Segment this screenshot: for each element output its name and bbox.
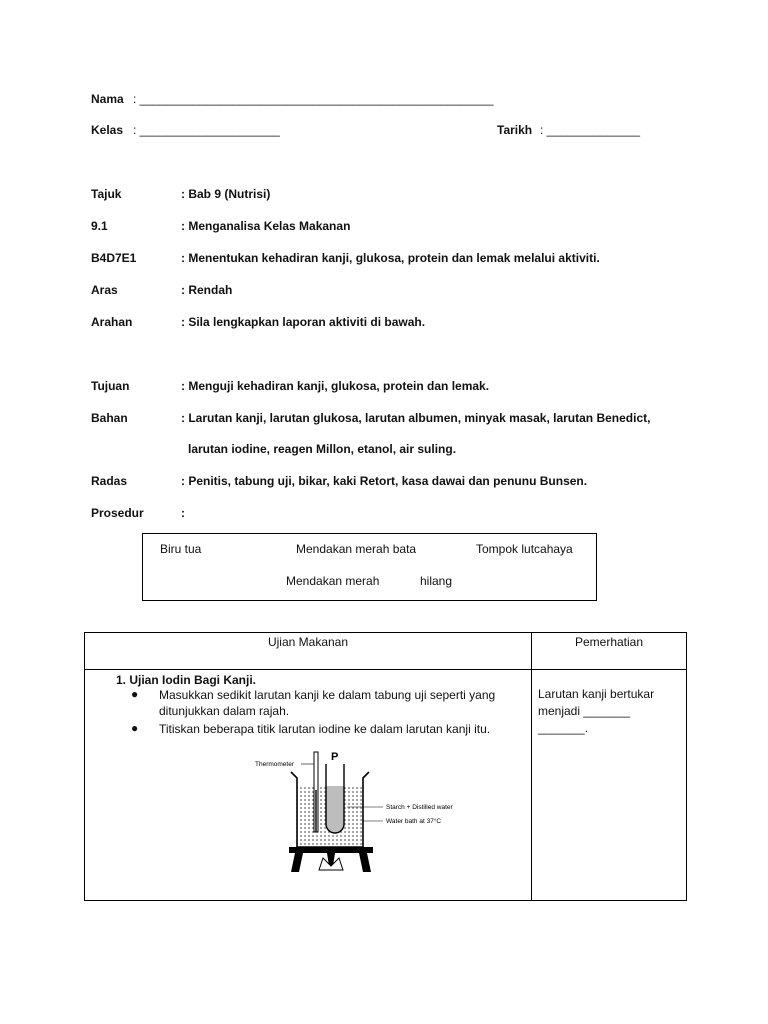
answer-word-box [142, 533, 597, 601]
tajuk-label: Tajuk [91, 187, 122, 201]
word-option-hilang: hilang [420, 574, 453, 588]
standard-value: : Menentukan kehadiran kanji, glukosa, protein dan lemak melalui aktiviti. [181, 251, 600, 265]
bahan-value-line2: larutan iodine, reagen Millon, etanol, air suling. [188, 442, 457, 456]
subtopic-label: 9.1 [91, 219, 108, 233]
prosedur-value: : [181, 506, 185, 520]
kelas-field[interactable]: : _____________________ [133, 123, 280, 137]
tarikh-field[interactable]: : ______________ [540, 123, 641, 137]
kelas-label: Kelas [91, 123, 124, 137]
observation-cell-iodine [532, 670, 687, 901]
arahan-label: Arahan [91, 315, 133, 329]
bullet-dot: ● [131, 687, 139, 701]
label-starch-water: Starch + Distilled water [386, 804, 453, 811]
aras-value: : Rendah [181, 283, 233, 297]
word-option-tompok-lutcahaya: Tompok lutcahaya [476, 542, 573, 556]
tajuk-value: : Bab 9 (Nutrisi) [181, 187, 271, 201]
thermometer-icon [314, 752, 318, 832]
bullet-dot: ● [131, 721, 139, 735]
test-cell-iodine [85, 670, 532, 901]
bahan-value-line1: : Larutan kanji, larutan glukosa, larutan albumen, minyak masak, larutan Benedict, [181, 411, 651, 425]
step-1-text: Masukkan sedikit larutan kanji ke dalam tabung uji seperti yang ditunjukkan dalam rajah. [159, 688, 496, 718]
word-option-biru-tua: Biru tua [160, 542, 202, 556]
radas-value: : Penitis, tabung uji, bikar, kaki Retort, kasa dawai dan penunu Bunsen. [181, 474, 588, 488]
header-ujian-makanan: Ujian Makanan [85, 633, 532, 670]
tujuan-value: : Menguji kehadiran kanji, glukosa, protein dan lemak. [181, 379, 490, 393]
tarikh-label: Tarikh [497, 123, 533, 137]
nama-label: Nama [91, 92, 124, 106]
bahan-label: Bahan [91, 411, 128, 425]
label-water-bath: Water bath at 37°C [386, 818, 442, 825]
tujuan-label: Tujuan [91, 379, 130, 393]
step-2-text: Titiskan beberapa titik larutan iodine ke dalam larutan kanji itu. [159, 722, 491, 736]
aras-label: Aras [91, 283, 118, 297]
apparatus-diagram [255, 750, 505, 880]
nama-field[interactable]: : _____________________________________________________ [133, 92, 494, 106]
prosedur-label: Prosedur [91, 506, 144, 520]
label-thermometer: Thermometer [255, 761, 295, 768]
label-p: P [331, 751, 339, 763]
word-option-mendakan-merah-bata: Mendakan merah bata [296, 542, 417, 556]
test-tube [326, 764, 344, 833]
subtopic-value: : Menganalisa Kelas Makanan [181, 219, 351, 233]
header-pemerhatian: Pemerhatian [532, 633, 687, 670]
standard-label: B4D7E1 [91, 251, 137, 265]
radas-label: Radas [91, 474, 128, 488]
observation-text[interactable]: Larutan kanji bertukar menjadi _______ _______. [538, 687, 655, 735]
test-title: 1. Ujian Iodin Bagi Kanji. [116, 673, 257, 687]
word-option-mendakan-merah: Mendakan merah [286, 574, 380, 588]
food-test-table [84, 632, 687, 901]
arahan-value: : Sila lengkapkan laporan aktiviti di bawah. [181, 315, 426, 329]
